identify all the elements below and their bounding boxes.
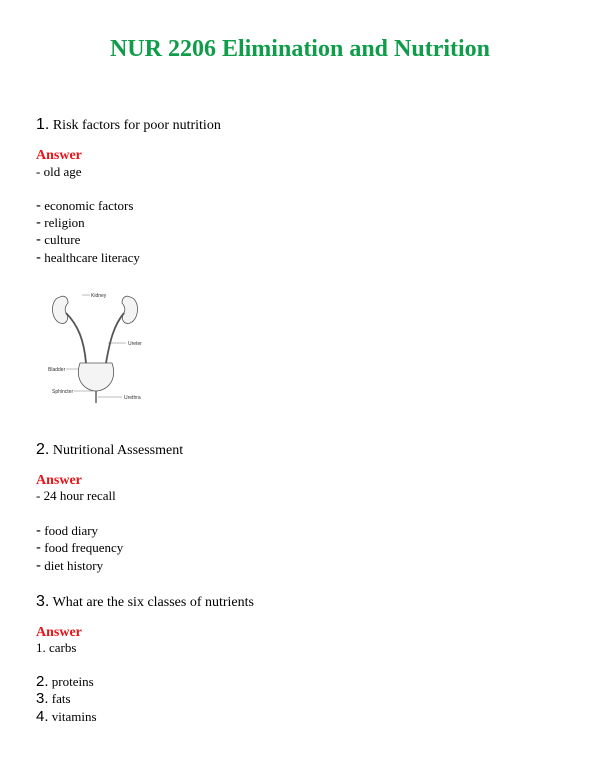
urinary-system-diagram (44, 285, 152, 405)
question-number: 1. (36, 116, 50, 133)
answer-item: - religion (36, 214, 85, 231)
answer-item: 4. vitamins (36, 708, 97, 725)
question-1 (36, 116, 221, 134)
answer-item: 2. proteins (36, 673, 94, 690)
bladder-shape (78, 363, 113, 391)
list-number: 4. (36, 708, 49, 725)
diagram-label-ureter: Ureter (128, 341, 142, 347)
bullet-dash: - (36, 522, 41, 539)
answer-item: 1. carbs (36, 640, 77, 655)
right-ureter-shape (106, 313, 124, 363)
answer-item: - economic factors (36, 197, 134, 214)
bullet-dash: - (36, 249, 41, 266)
left-ureter-shape (66, 313, 86, 363)
diagram-label-kidney: Kidney (91, 293, 107, 299)
answer-item: - old age (36, 164, 82, 179)
answer-item: - 24 hour recall (36, 488, 116, 503)
question-number: 3. (36, 593, 50, 610)
bullet-dash: - (36, 557, 41, 574)
list-number: 2. (36, 673, 49, 690)
answer-label: Answer (36, 473, 82, 488)
question-number: 2. (36, 441, 50, 458)
answer-item: 3. fats (36, 690, 71, 707)
diagram-label-sphincter: Sphincter (52, 389, 74, 395)
diagram-label-bladder: Bladder (48, 367, 66, 373)
answer-label: Answer (36, 148, 82, 163)
bullet-dash: - (36, 231, 41, 248)
bullet-dash: - (36, 539, 41, 556)
answer-item: - culture (36, 231, 81, 248)
page-title: NUR 2206 Elimination and Nutrition (109, 36, 491, 62)
question-3 (36, 593, 254, 611)
question-2 (36, 441, 183, 459)
bullet-dash: - (36, 197, 41, 214)
bullet-dash: - (36, 214, 41, 231)
question-text: What are the six classes of nutrients (52, 595, 254, 610)
diagram-label-urethra: Urethra (124, 395, 141, 401)
answer-item: - diet history (36, 557, 104, 574)
right-kidney-shape (122, 296, 138, 323)
question-text: Nutritional Assessment (52, 443, 184, 458)
list-number: 3. (36, 690, 49, 707)
answer-item: - food frequency (36, 539, 124, 556)
answer-item: - healthcare literacy (36, 249, 140, 266)
answer-label: Answer (36, 625, 82, 640)
answer-item: - food diary (36, 522, 99, 539)
left-kidney-shape (53, 296, 69, 323)
question-text: Risk factors for poor nutrition (52, 118, 221, 133)
